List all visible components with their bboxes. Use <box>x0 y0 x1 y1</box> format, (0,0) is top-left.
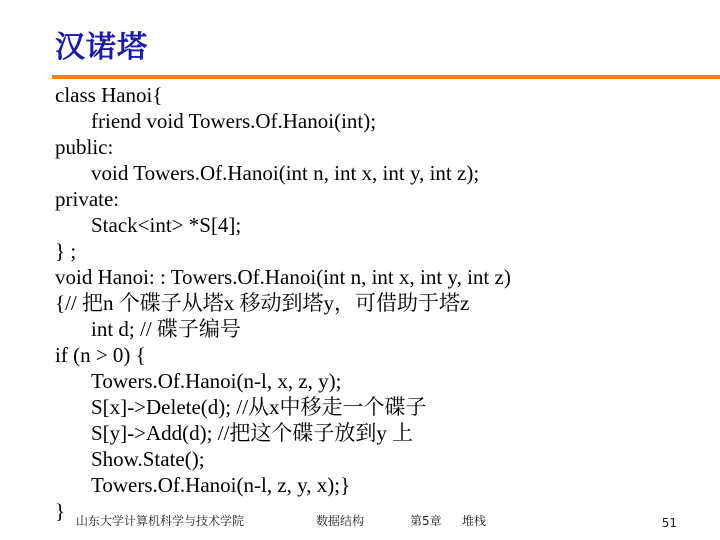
code-line: Towers.Of.Hanoi(n-l, z, y, x);} <box>91 473 351 497</box>
footer-chapter: 第5章 <box>410 514 442 528</box>
title-underline <box>52 75 720 79</box>
slide-title: 汉诺塔 <box>55 30 148 65</box>
code-line: {// 把n 个碟子从塔x 移动到塔y，可借助于塔z <box>55 291 470 315</box>
code-line: Stack<int> *S[4]; <box>91 213 242 237</box>
code-line: private: <box>55 187 120 211</box>
code-line: Show.State(); <box>91 447 205 471</box>
code-line: S[y]->Add(d); //把这个碟子放到y 上 <box>91 421 414 445</box>
page-number: 51 <box>661 516 677 530</box>
code-line: } <box>55 499 66 523</box>
footer-topic: 堆栈 <box>462 514 487 528</box>
code-line: friend void Towers.Of.Hanoi(int); <box>91 109 377 133</box>
code-line: void Hanoi: : Towers.Of.Hanoi(int n, int x, int y, int z) <box>55 265 511 289</box>
code-line: class Hanoi{ <box>55 83 163 107</box>
code-line: Towers.Of.Hanoi(n-l, x, z, y); <box>91 369 342 393</box>
code-line: if (n > 0) { <box>55 343 146 367</box>
code-line: int d; // 碟子编号 <box>91 317 241 341</box>
code-line: } ; <box>55 239 77 263</box>
code-line: void Towers.Of.Hanoi(int n, int x, int y, int z); <box>91 161 480 185</box>
footer-school: 山东大学计算机科学与技术学院 <box>76 514 245 528</box>
code-block <box>55 82 511 524</box>
code-line: S[x]->Delete(d); //从x中移走一个碟子 <box>91 395 427 419</box>
code-line: public: <box>55 135 114 159</box>
footer-course: 数据结构 <box>316 514 365 528</box>
